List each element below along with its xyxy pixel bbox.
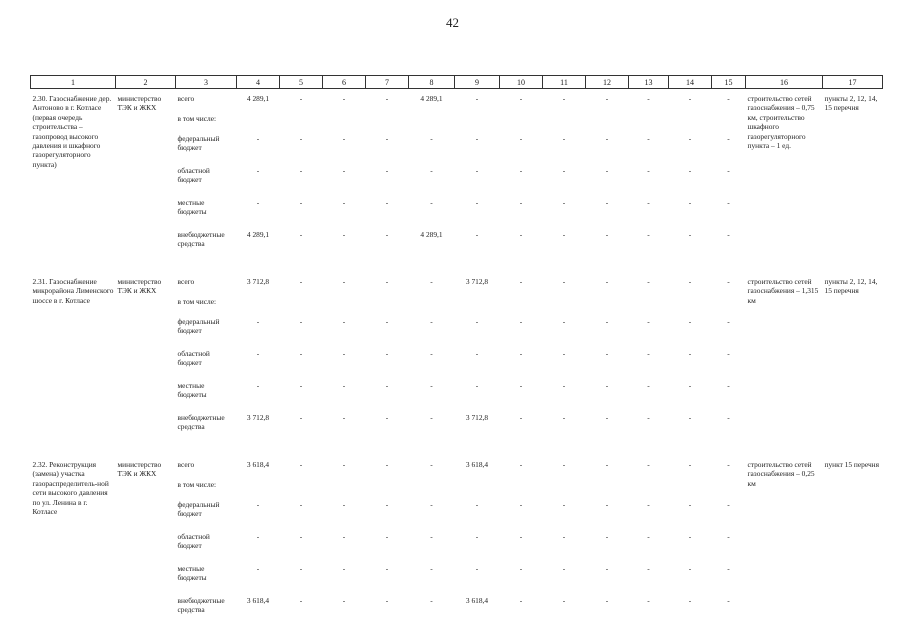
funding-value: - [562,349,566,358]
funding-value: - [342,166,346,175]
list-reference: пункт 15 перечня [824,460,880,469]
funding-value: - [385,564,389,573]
funding-value: - [256,500,260,509]
funding-value: - [342,277,346,286]
funding-value: - [475,349,479,358]
funding-source: внебюджетные средства [177,230,225,248]
funding-value: - [299,230,303,239]
column-header: 11 [543,76,586,89]
funding-value: - [727,413,730,422]
funding-value: - [430,349,433,358]
expected-result: строительство сетей газоснабжения – 0,75 км, строительство шкафного газорегуляторного пункта – 1 ед. [747,94,815,151]
funding-value: - [688,596,692,605]
funding-value: - [647,500,650,509]
column-header: 1 [31,76,116,89]
funding-value: - [475,317,479,326]
column-header: 17 [823,76,883,89]
funding-value: - [385,596,389,605]
funding-value [409,297,455,317]
list-reference: пункты 2, 12, 14, 15 перечня [824,94,878,113]
funding-value: 3 712,8 [246,277,270,286]
funding-value [543,114,586,134]
column-header: 13 [629,76,669,89]
expected-result: строительство сетей газоснабжения – 0,25 км [747,460,815,488]
funding-value: - [385,94,389,103]
funding-value: - [475,134,479,143]
funding-value: - [562,277,566,286]
funding-value: - [256,564,260,573]
funding-value: - [605,317,609,326]
funding-value: - [256,198,260,207]
funding-value: - [519,134,523,143]
funding-value: - [475,564,479,573]
funding-value: - [299,381,303,390]
funding-value: - [727,349,730,358]
funding-value: - [562,381,566,390]
funding-value: - [299,532,303,541]
funding-value: - [688,413,692,422]
funding-source: федеральный бюджет [177,134,220,152]
funding-value [280,297,323,317]
funding-value: - [605,166,609,175]
funding-value: 3 712,8 [465,277,489,286]
funding-value: - [605,94,609,103]
funding-value: - [519,564,523,573]
funding-value: - [430,564,433,573]
table-body [31,89,883,629]
funding-value: - [256,532,260,541]
funding-value: - [385,349,389,358]
funding-value: - [385,166,389,175]
funding-value: - [256,349,260,358]
funding-value: - [342,230,346,239]
program-table [30,75,883,628]
funding-value [455,114,500,134]
funding-value: - [562,596,566,605]
funding-value: - [562,564,566,573]
funding-value: - [299,94,303,103]
table-row [31,455,883,480]
funding-value: - [647,198,650,207]
funding-value: - [299,134,303,143]
funding-value [237,480,280,500]
funding-value: - [519,166,523,175]
funding-value: - [688,349,692,358]
funding-value: - [385,277,389,286]
funding-value: 4 289,1 [420,230,443,239]
funding-source: в том числе: [177,480,217,489]
row-spacer [31,445,883,455]
funding-value: - [299,500,303,509]
funding-value [669,480,712,500]
funding-value: - [562,230,566,239]
funding-source: всего [177,460,195,469]
funding-value: - [688,381,692,390]
funding-value: - [605,532,609,541]
funding-value: - [727,500,730,509]
funding-value: - [256,381,260,390]
funding-value [237,297,280,317]
project-name: 2.30. Газоснабжение дер. Антоново в г. Котласе (первая очередь строительства – газопровод высокого давления и шкафного газорегуляторного пункта) [32,94,112,169]
funding-value: - [688,317,692,326]
funding-value: - [647,230,650,239]
funding-value [712,114,746,134]
funding-value: 3 618,4 [465,460,489,469]
funding-value: - [342,317,346,326]
funding-value: 3 618,4 [246,596,270,605]
column-header: 4 [237,76,280,89]
funding-value: 3 618,4 [465,596,489,605]
expected-result: строительство сетей газоснабжения – 1,315 км [747,277,819,305]
funding-value: - [562,532,566,541]
page-number: 42 [446,15,459,30]
funding-value: - [688,532,692,541]
funding-value: - [647,134,650,143]
column-header: 15 [712,76,746,89]
funding-value: - [256,134,260,143]
funding-value: - [519,460,523,469]
funding-source: областной бюджет [177,166,210,184]
spacer-cell [31,262,883,272]
funding-value: 4 289,1 [246,230,270,239]
funding-value: - [605,596,609,605]
funding-value: - [688,460,692,469]
funding-value: - [385,198,389,207]
funding-value [409,114,455,134]
funding-value [455,480,500,500]
funding-value: - [688,277,692,286]
funding-source: всего [177,94,195,103]
funding-source: федеральный бюджет [177,317,220,335]
funding-value: - [299,198,303,207]
funding-value: - [385,230,389,239]
funding-value: - [430,198,433,207]
column-header: 12 [586,76,629,89]
funding-value: - [727,198,730,207]
funding-value: - [647,277,650,286]
column-header: 10 [500,76,543,89]
funding-value: - [256,166,260,175]
funding-value: - [727,94,730,103]
funding-value: - [342,381,346,390]
funding-value [366,480,409,500]
funding-value: - [342,198,346,207]
funding-value: - [727,230,730,239]
funding-value: - [299,413,303,422]
funding-value: - [430,381,433,390]
funding-value: - [299,349,303,358]
funding-value: - [562,94,566,103]
funding-value: - [256,317,260,326]
funding-value: - [342,532,346,541]
funding-value: - [342,500,346,509]
funding-value: - [562,134,566,143]
funding-value [280,480,323,500]
funding-value: - [430,532,433,541]
funding-value: - [342,596,346,605]
funding-value: - [647,349,650,358]
column-header: 8 [409,76,455,89]
funding-value: - [688,500,692,509]
funding-value [237,114,280,134]
funding-source: областной бюджет [177,349,210,367]
funding-value: - [688,166,692,175]
funding-value: - [605,413,609,422]
table-row [31,89,883,115]
funding-value: - [385,134,389,143]
funding-value [629,297,669,317]
funding-value: - [647,413,650,422]
funding-value: - [430,317,433,326]
funding-value: - [299,317,303,326]
funding-value [669,114,712,134]
table-row [31,272,883,297]
funding-value: 3 618,4 [246,460,270,469]
funding-value [500,114,543,134]
funding-value: - [519,596,523,605]
funding-value: - [647,381,650,390]
funding-value: - [519,277,523,286]
funding-value: - [342,564,346,573]
funding-value: - [430,460,433,469]
funding-value: - [605,230,609,239]
funding-value: - [519,381,523,390]
funding-value: - [299,166,303,175]
funding-source: областной бюджет [177,532,210,550]
funding-value: - [562,500,566,509]
funding-value: - [430,413,433,422]
funding-value [409,480,455,500]
funding-value: - [605,381,609,390]
funding-value [669,297,712,317]
funding-value: - [519,230,523,239]
funding-value: - [562,166,566,175]
funding-source: местные бюджеты [177,198,207,216]
funding-value [586,480,629,500]
funding-value: - [475,381,479,390]
funding-value: - [475,500,479,509]
funding-source: федеральный бюджет [177,500,220,518]
funding-value: - [727,564,730,573]
funding-value [629,480,669,500]
funding-value: - [647,317,650,326]
funding-value [543,480,586,500]
funding-value: 3 712,8 [246,413,270,422]
responsible-executor: министерство ТЭК и ЖКХ [117,94,162,113]
funding-value: - [519,349,523,358]
column-header: 7 [366,76,409,89]
funding-value: - [647,596,650,605]
column-header: 9 [455,76,500,89]
funding-value: - [605,198,609,207]
funding-value: - [299,564,303,573]
funding-value: - [475,198,479,207]
funding-value: - [727,277,730,286]
funding-value [586,297,629,317]
spacer-cell [31,445,883,455]
funding-value: - [430,596,433,605]
funding-value: - [385,413,389,422]
funding-value: - [385,532,389,541]
funding-value: - [688,94,692,103]
funding-value: - [727,460,730,469]
funding-value: - [688,134,692,143]
funding-value: - [605,500,609,509]
funding-source: местные бюджеты [177,564,207,582]
funding-source: внебюджетные средства [177,596,225,614]
funding-value: - [519,94,523,103]
funding-value: - [519,317,523,326]
funding-value [455,297,500,317]
funding-value: - [647,532,650,541]
funding-source: в том числе: [177,297,217,306]
funding-source: внебюджетные средства [177,413,225,431]
funding-value: 3 712,8 [465,413,489,422]
funding-value: - [605,277,609,286]
funding-value: - [430,134,433,143]
funding-value: - [299,460,303,469]
funding-value: - [727,532,730,541]
funding-value: - [688,564,692,573]
funding-value: - [727,317,730,326]
funding-value: - [342,413,346,422]
funding-value: - [475,532,479,541]
funding-value: - [605,134,609,143]
project-name: 2.32. Реконструкция (замена) участка газораспределитель-ной сети высокого давления по ул. Ленина в г. Котласе [32,460,109,517]
funding-value [366,297,409,317]
funding-value: - [385,460,389,469]
funding-value: - [385,500,389,509]
funding-value: - [727,134,730,143]
funding-value: 4 289,1 [420,94,443,103]
funding-value: - [475,166,479,175]
funding-value [323,480,366,500]
funding-value: - [299,596,303,605]
funding-value [366,114,409,134]
column-header: 3 [176,76,237,89]
funding-value: - [647,564,650,573]
funding-value [586,114,629,134]
funding-value: - [519,500,523,509]
funding-value: - [519,198,523,207]
funding-value [712,297,746,317]
funding-value: - [605,564,609,573]
funding-source: местные бюджеты [177,381,207,399]
funding-value [629,114,669,134]
funding-value [280,114,323,134]
responsible-executor: министерство ТЭК и ЖКХ [117,277,162,296]
funding-value: - [605,460,609,469]
funding-value: - [727,381,730,390]
funding-value: - [475,230,479,239]
funding-value: - [342,460,346,469]
funding-value [500,297,543,317]
funding-source: всего [177,277,195,286]
funding-value: - [385,381,389,390]
funding-value: - [385,317,389,326]
column-header: 5 [280,76,323,89]
funding-value: - [647,94,650,103]
funding-value: - [562,460,566,469]
funding-value: - [475,94,479,103]
funding-value [323,114,366,134]
funding-value: - [688,230,692,239]
funding-source: в том числе: [177,114,217,123]
column-header: 16 [746,76,823,89]
funding-value: - [519,413,523,422]
list-reference: пункты 2, 12, 14, 15 перечня [824,277,878,296]
project-name: 2.31. Газоснабжение микрорайона Лименского шоссе в г. Котласе [32,277,114,305]
responsible-executor: министерство ТЭК и ЖКХ [117,460,162,479]
funding-value [543,297,586,317]
funding-value: - [727,166,730,175]
funding-value: - [342,94,346,103]
funding-value: - [430,277,433,286]
funding-value: 4 289,1 [246,94,270,103]
funding-value [323,297,366,317]
funding-value: - [562,198,566,207]
funding-value [500,480,543,500]
funding-value: - [430,500,433,509]
funding-value: - [519,532,523,541]
funding-value: - [605,349,609,358]
row-spacer [31,262,883,272]
column-number-row [31,76,883,89]
funding-value: - [647,166,650,175]
column-header: 14 [669,76,712,89]
funding-value: - [688,198,692,207]
funding-value [712,480,746,500]
column-header: 2 [116,76,176,89]
funding-value: - [647,460,650,469]
funding-value: - [727,596,730,605]
funding-value: - [562,317,566,326]
column-header: 6 [323,76,366,89]
funding-value: - [562,413,566,422]
funding-value: - [342,134,346,143]
funding-value: - [342,349,346,358]
funding-value: - [299,277,303,286]
funding-value: - [430,166,433,175]
